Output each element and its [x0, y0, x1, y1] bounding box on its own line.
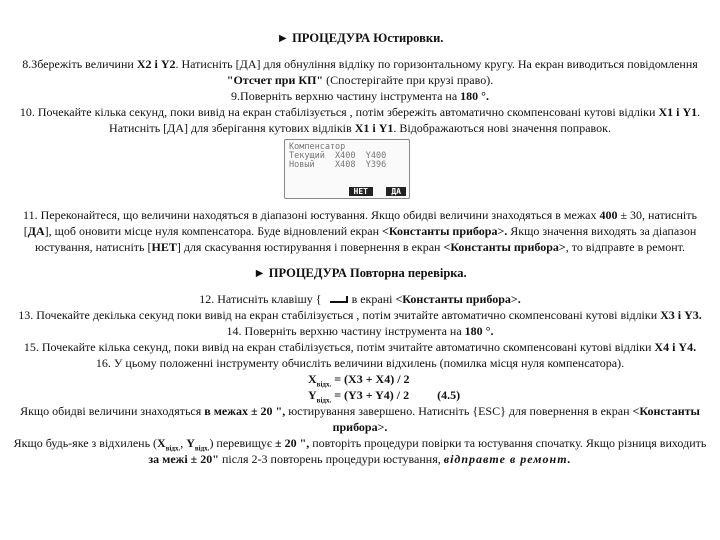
step-15-text: 15. Почекайте кілька секунд, поки вивід на екран стабілізується, потім зчитайте автоматично скомпенсовані кутові відліки X4 і Y4. [23, 340, 697, 354]
document-body [10, 30, 710, 467]
softkey-yes[interactable]: ДА [386, 187, 406, 196]
step-13-text: 13. Почекайте декілька секунд поки вивід на екран стабілізується , потім зчитайте автоматично скомпенсовані кутові відліки X3 і Y3. [18, 308, 702, 322]
formula-x: $X_{відх.} = (X3 + X4) / 2$ [308, 372, 410, 389]
step-9-text: 9.Поверніть верхню частину інструмента на 180 °. [231, 89, 489, 103]
formula-y: $Y_{відх.} = (Y3 + Y4) / 2$ (4.5) [308, 388, 461, 405]
screen-new-row: Новый X408 Y396 [289, 160, 387, 170]
result-ok-text: Якщо обидві величини знаходяться в межах ± 20 ", юстирування завершено. Натисніть {ESC} для повернення в екран <Константы прибора>. [20, 404, 700, 434]
formula-number: (4.5) [437, 388, 461, 402]
screen-title: Компенсатор [289, 142, 346, 152]
screen-current-row: Текущий X400 Y400 [289, 151, 387, 161]
step-16-text: 16. У цьому положенні інструменту обчисліть величини відхилень (помилка місця нуля компенсатора). [95, 356, 625, 370]
result-repeat-text: Якщо будь-яке з відхилень ($X_{відх.}$, $Y_{відх.}$) перевищує ± 20 ", повторіть процедури повірки та юстування спочатку. Якщо різниця виходить за межі ± 20" після 2-3 повторень процедури юстування, відправте в ремонт. [13, 436, 707, 466]
step-14-text: 14. Поверніть верхню частину інструмента на 180 °. [226, 324, 494, 338]
step-8-text: 8.Збережіть величини X2 і Y2. Натисніть [ДА] для обнуління відліку по горизонтальному кругу. На екран виводиться повідомлення "Отсчет при КП" (Спостерігайте при крузі право). [22, 57, 698, 87]
step-10-text: 10. Почекайте кілька секунд, поки вивід на екран стабілізується , потім збережіть автоматично скомпенсовані кутові відліки X1 і Y1. Натисніть [ДА] для зберігання кутових відліків X1 і Y1. Відображаються нові значення поправок. [19, 105, 701, 135]
enter-key-icon [326, 296, 348, 304]
compensator-screen [284, 139, 410, 199]
procedure-title-recheck: ► ПРОЦЕДУРА Повторна перевірка. [253, 266, 467, 280]
softkey-no[interactable]: НЕТ [349, 187, 373, 196]
step-12-text: 12. Натисніть клавішу { в екрані <Константы прибора>. [199, 292, 521, 306]
step-11-text: 11. Переконайтеся, що величини находяться в діапазоні юстування. Якщо обидві величини знаходяться в межах 400 ± 30, натисніть [ДА], щоб оновити місце нуля компенсатора. Буде відновлений екран <Константы прибора>. Якщо значення виходять за діапазон юстування, натисніть [НЕТ] для скасування юстирування і повернення в екран <Константы прибора>, то відправте в ремонт. [23, 208, 697, 254]
procedure-title-adjustment: ► ПРОЦЕДУРА Юстировки. [276, 31, 444, 45]
